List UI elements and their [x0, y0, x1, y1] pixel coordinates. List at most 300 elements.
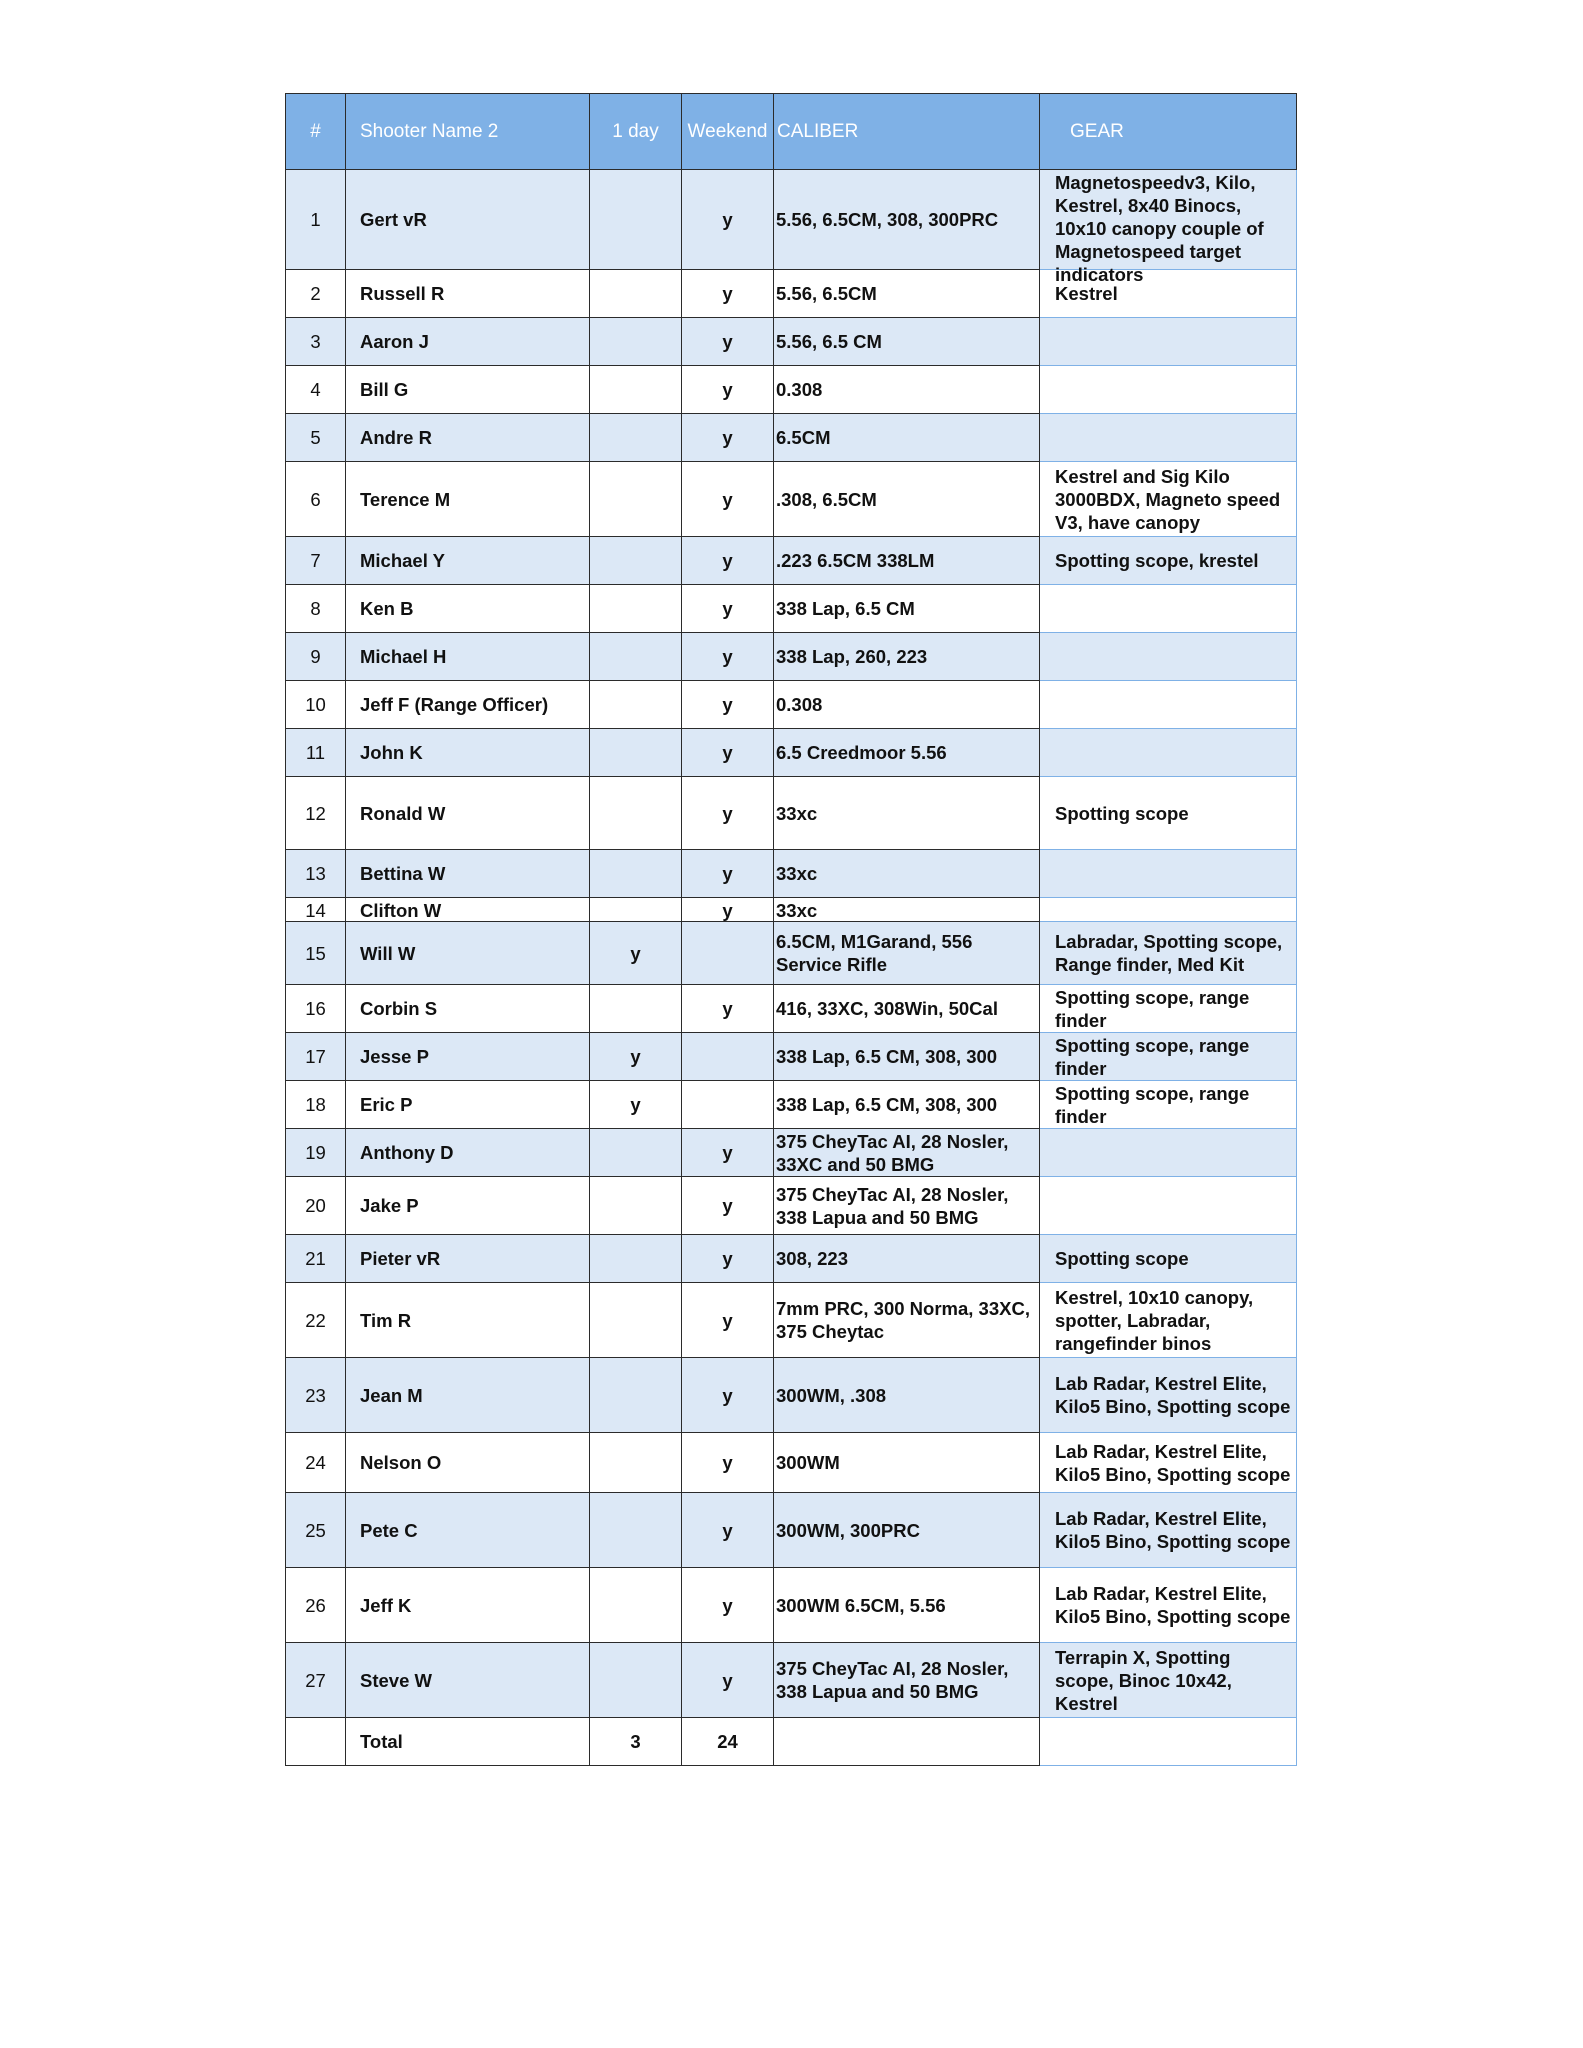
table-row [286, 585, 1297, 633]
cell-gear-text: Kestrel and Sig Kilo 3000BDX, Magneto speed V3, have canopy [1055, 465, 1281, 533]
cell-shooter-name [346, 1129, 590, 1177]
cell-caliber [774, 1433, 1040, 1493]
cell-caliber-text: 375 CheyTac AI, 28 Nosler, 338 Lapua and 50 BMG [776, 1658, 1009, 1702]
cell-number [286, 1433, 346, 1493]
cell-number-text: 13 [305, 863, 326, 884]
cell-weekend [682, 1643, 774, 1718]
cell-number [286, 850, 346, 898]
cell-number-text: 21 [305, 1248, 326, 1269]
cell-shooter-name-text: Jeff K [360, 1594, 412, 1616]
cell-caliber [774, 414, 1040, 462]
cell-number [286, 1493, 346, 1568]
cell-caliber [774, 318, 1040, 366]
cell-number-text: 6 [310, 488, 321, 510]
cell-shooter-name [346, 170, 590, 270]
cell-gear [1040, 729, 1297, 777]
cell-one-day [590, 777, 682, 850]
cell-weekend [682, 318, 774, 366]
cell-shooter-name-text: Eric P [360, 1094, 413, 1115]
cell-weekend [682, 1358, 774, 1433]
cell-shooter-name-text: Total [360, 1731, 403, 1752]
cell-caliber [774, 1177, 1040, 1235]
cell-shooter-name-text: Steve W [360, 1669, 432, 1691]
cell-shooter-name [346, 414, 590, 462]
cell-shooter-name-text: Tim R [360, 1309, 412, 1331]
header-caliber: CALIBER [774, 94, 1040, 170]
cell-caliber-text: 338 Lap, 6.5 CM [776, 598, 915, 619]
cell-weekend [682, 1433, 774, 1493]
cell-caliber-text: 5.56, 6.5 CM [776, 331, 882, 352]
cell-caliber-text: 7mm PRC, 300 Norma, 33XC, 375 Cheytac [776, 1298, 1030, 1342]
cell-number [286, 681, 346, 729]
cell-weekend [682, 898, 774, 922]
cell-caliber [774, 170, 1040, 270]
table-row [286, 318, 1297, 366]
cell-gear [1040, 1177, 1297, 1235]
cell-weekend [682, 270, 774, 318]
cell-gear-text: Lab Radar, Kestrel Elite, Kilo5 Bino, Spotting scope [1055, 1583, 1291, 1627]
cell-shooter-name-text: Ronald W [360, 802, 446, 824]
cell-number-text: 26 [305, 1594, 326, 1616]
header-number: # [286, 94, 346, 170]
cell-one-day [590, 1718, 682, 1766]
cell-one-day [590, 1033, 682, 1081]
cell-gear [1040, 537, 1297, 585]
cell-shooter-name-text: Clifton W [360, 899, 442, 921]
cell-caliber-text: 6.5CM, M1Garand, 556 Service Rifle [776, 931, 973, 975]
cell-gear [1040, 585, 1297, 633]
cell-shooter-name-text: Corbin S [360, 998, 438, 1019]
cell-gear [1040, 922, 1297, 985]
cell-number [286, 1081, 346, 1129]
cell-number-text: 4 [310, 379, 321, 400]
cell-shooter-name-text: Bettina W [360, 863, 446, 884]
cell-shooter-name-text: Michael Y [360, 550, 446, 571]
table-row [286, 537, 1297, 585]
cell-weekend-text: y [722, 1142, 733, 1163]
cell-one-day-text: y [630, 942, 641, 964]
cell-number-text: 17 [305, 1046, 326, 1067]
cell-number-text: 1 [310, 209, 321, 230]
cell-gear-text: Labradar, Spotting scope, Range finder, Med Kit [1055, 931, 1283, 975]
cell-caliber-text: 5.56, 6.5CM [776, 283, 877, 304]
cell-caliber [774, 777, 1040, 850]
cell-number-text: 27 [305, 1669, 326, 1691]
cell-gear [1040, 898, 1297, 922]
cell-number-text: 20 [305, 1195, 326, 1216]
cell-caliber [774, 985, 1040, 1033]
cell-one-day [590, 318, 682, 366]
cell-number-text: 8 [310, 598, 321, 619]
table-row [286, 898, 1297, 922]
cell-caliber [774, 537, 1040, 585]
table-row [286, 850, 1297, 898]
cell-one-day [590, 537, 682, 585]
cell-one-day [590, 1081, 682, 1129]
cell-weekend-text: y [722, 1248, 733, 1269]
cell-gear [1040, 170, 1297, 285]
table-row [286, 777, 1297, 850]
cell-one-day-text: 3 [630, 1731, 641, 1752]
cell-number-text: 23 [305, 1384, 326, 1406]
header-row [286, 94, 1297, 170]
cell-number [286, 1033, 346, 1081]
cell-caliber [774, 270, 1040, 318]
cell-weekend-text: y [722, 488, 733, 510]
cell-gear-text: Spotting scope, krestel [1055, 550, 1259, 571]
cell-shooter-name [346, 1358, 590, 1433]
cell-caliber-text: .308, 6.5CM [776, 488, 877, 510]
table-row [286, 985, 1297, 1033]
cell-shooter-name [346, 1081, 590, 1129]
cell-caliber [774, 633, 1040, 681]
cell-one-day [590, 270, 682, 318]
cell-weekend [682, 1283, 774, 1358]
cell-one-day-text: y [630, 1046, 641, 1067]
cell-number [286, 1235, 346, 1283]
cell-gear [1040, 1643, 1297, 1718]
cell-shooter-name [346, 777, 590, 850]
cell-caliber [774, 1235, 1040, 1283]
cell-caliber-text: 300WM 6.5CM, 5.56 [776, 1594, 946, 1616]
cell-caliber [774, 1643, 1040, 1718]
cell-shooter-name-text: Aaron J [360, 331, 429, 352]
cell-number [286, 1358, 346, 1433]
cell-shooter-name [346, 585, 590, 633]
cell-shooter-name [346, 985, 590, 1033]
cell-one-day [590, 1358, 682, 1433]
cell-number [286, 1129, 346, 1177]
cell-shooter-name-text: Jake P [360, 1195, 419, 1216]
cell-weekend [682, 462, 774, 537]
cell-shooter-name-text: Pieter vR [360, 1248, 441, 1269]
cell-number [286, 537, 346, 585]
cell-one-day [590, 1433, 682, 1493]
cell-weekend-text: y [722, 1519, 733, 1541]
total-row [286, 1718, 1297, 1766]
cell-gear [1040, 1235, 1297, 1283]
cell-shooter-name-text: Andre R [360, 427, 432, 448]
cell-gear [1040, 414, 1297, 462]
table-row [286, 462, 1297, 537]
table-row [286, 1235, 1297, 1283]
cell-caliber [774, 681, 1040, 729]
table-row [286, 729, 1297, 777]
cell-caliber-text: 0.308 [776, 694, 823, 715]
cell-shooter-name [346, 1283, 590, 1358]
cell-caliber-text: 33xc [776, 863, 818, 884]
cell-number [286, 270, 346, 318]
cell-number [286, 462, 346, 537]
cell-gear [1040, 462, 1297, 537]
table-row [286, 270, 1297, 318]
cell-number [286, 1718, 346, 1766]
cell-weekend-text: y [722, 863, 733, 884]
cell-caliber-text: 338 Lap, 260, 223 [776, 646, 928, 667]
cell-caliber [774, 366, 1040, 414]
cell-weekend-text: y [722, 802, 733, 824]
cell-weekend [682, 681, 774, 729]
cell-shooter-name-text: Russell R [360, 283, 445, 304]
cell-caliber-text: 33xc [776, 899, 818, 921]
cell-one-day [590, 1493, 682, 1568]
cell-shooter-name [346, 1493, 590, 1568]
cell-caliber-text: 33xc [776, 802, 818, 824]
cell-weekend-text: y [722, 1384, 733, 1406]
cell-shooter-name-text: Bill G [360, 379, 409, 400]
cell-one-day [590, 414, 682, 462]
cell-one-day [590, 1129, 682, 1177]
cell-weekend [682, 366, 774, 414]
cell-caliber [774, 898, 1040, 922]
cell-caliber-text: 338 Lap, 6.5 CM, 308, 300 [776, 1046, 998, 1067]
cell-gear [1040, 1081, 1297, 1129]
cell-gear [1040, 985, 1297, 1033]
cell-one-day [590, 898, 682, 922]
cell-gear [1040, 1129, 1297, 1177]
cell-gear [1040, 1718, 1297, 1766]
cell-gear [1040, 1568, 1297, 1643]
cell-caliber [774, 462, 1040, 537]
cell-weekend [682, 729, 774, 777]
cell-caliber [774, 1129, 1040, 1177]
cell-number [286, 1177, 346, 1235]
cell-weekend [682, 585, 774, 633]
table-row [286, 366, 1297, 414]
cell-caliber [774, 1033, 1040, 1081]
cell-caliber-text: 6.5CM [776, 427, 831, 448]
cell-number [286, 633, 346, 681]
table-row [286, 1568, 1297, 1643]
cell-number [286, 1643, 346, 1718]
cell-caliber [774, 922, 1040, 985]
cell-gear-text: Spotting scope, range finder [1055, 1034, 1250, 1079]
cell-caliber-text: .223 6.5CM 338LM [776, 550, 935, 571]
cell-number [286, 1283, 346, 1358]
cell-caliber [774, 585, 1040, 633]
cell-one-day [590, 1235, 682, 1283]
cell-caliber-text: 375 CheyTac AI, 28 Nosler, 338 Lapua and 50 BMG [776, 1183, 1009, 1228]
cell-gear-text: Lab Radar, Kestrel Elite, Kilo5 Bino, Spotting scope [1055, 1508, 1291, 1552]
cell-shooter-name-text: Michael H [360, 646, 447, 667]
cell-one-day [590, 462, 682, 537]
cell-number-text: 19 [305, 1142, 326, 1163]
cell-shooter-name-text: Gert vR [360, 209, 427, 230]
cell-gear-text: Spotting scope [1055, 802, 1189, 824]
cell-number-text: 10 [305, 694, 326, 715]
cell-weekend [682, 633, 774, 681]
table-row [286, 1358, 1297, 1433]
cell-weekend [682, 414, 774, 462]
table-row [286, 1081, 1297, 1129]
cell-shooter-name [346, 850, 590, 898]
cell-gear-text: Magnetospeedv3, Kilo, Kestrel, 8x40 Binocs, 10x10 canopy couple of Magnetospeed target indicators [1055, 171, 1264, 285]
cell-number-text: 5 [310, 427, 321, 448]
cell-weekend-text: y [722, 331, 733, 352]
cell-shooter-name-text: John K [360, 742, 423, 763]
cell-weekend [682, 1568, 774, 1643]
cell-gear [1040, 633, 1297, 681]
cell-shooter-name [346, 633, 590, 681]
roster-body [286, 170, 1297, 1766]
cell-weekend-text: 24 [717, 1731, 738, 1752]
cell-one-day [590, 1568, 682, 1643]
cell-caliber [774, 1081, 1040, 1129]
cell-caliber [774, 729, 1040, 777]
cell-weekend [682, 922, 774, 985]
cell-weekend-text: y [722, 646, 733, 667]
table-row [286, 633, 1297, 681]
cell-gear-text: Terrapin X, Spotting scope, Binoc 10x42, Kestrel [1055, 1646, 1232, 1714]
cell-caliber [774, 1358, 1040, 1433]
cell-one-day [590, 1643, 682, 1718]
cell-shooter-name [346, 922, 590, 985]
cell-weekend [682, 777, 774, 850]
cell-weekend [682, 1718, 774, 1766]
table-row [286, 170, 1297, 270]
cell-caliber [774, 1568, 1040, 1643]
cell-weekend-text: y [722, 427, 733, 448]
cell-weekend [682, 1235, 774, 1283]
cell-gear-text: Spotting scope [1055, 1248, 1189, 1269]
table-row [286, 1283, 1297, 1358]
cell-shooter-name [346, 366, 590, 414]
header-gear: GEAR [1040, 94, 1297, 170]
cell-gear [1040, 1493, 1297, 1568]
cell-number-text: 3 [310, 331, 321, 352]
shooter-roster-table [285, 93, 1297, 1766]
cell-gear [1040, 318, 1297, 366]
cell-weekend-text: y [722, 899, 733, 921]
cell-caliber-text: 338 Lap, 6.5 CM, 308, 300 [776, 1094, 998, 1115]
cell-weekend-text: y [722, 598, 733, 619]
cell-shooter-name [346, 318, 590, 366]
cell-weekend [682, 537, 774, 585]
cell-weekend-text: y [722, 379, 733, 400]
table-row [286, 1129, 1297, 1177]
cell-gear [1040, 1033, 1297, 1081]
table-row [286, 1643, 1297, 1718]
cell-gear-text: Spotting scope, range finder [1055, 986, 1250, 1031]
cell-number [286, 898, 346, 922]
cell-weekend [682, 170, 774, 270]
header-shooter-name: Shooter Name 2 [346, 94, 590, 170]
cell-number [286, 922, 346, 985]
cell-one-day [590, 985, 682, 1033]
table-row [286, 1433, 1297, 1493]
cell-number-text: 16 [305, 998, 326, 1019]
cell-shooter-name [346, 1568, 590, 1643]
cell-one-day [590, 633, 682, 681]
cell-shooter-name-text: Jesse P [360, 1046, 429, 1067]
header-one-day: 1 day [590, 94, 682, 170]
cell-gear-text: Spotting scope, range finder [1055, 1082, 1250, 1127]
cell-caliber-text: 300WM [776, 1452, 840, 1473]
cell-shooter-name [346, 1433, 590, 1493]
cell-weekend-text: y [722, 283, 733, 304]
cell-caliber-text: 5.56, 6.5CM, 308, 300PRC [776, 209, 999, 230]
cell-one-day [590, 922, 682, 985]
cell-number-text: 7 [310, 550, 321, 571]
cell-weekend [682, 1033, 774, 1081]
cell-gear [1040, 681, 1297, 729]
table-row [286, 414, 1297, 462]
cell-number [286, 170, 346, 270]
cell-number [286, 729, 346, 777]
cell-caliber [774, 1493, 1040, 1568]
cell-number [286, 366, 346, 414]
cell-shooter-name [346, 537, 590, 585]
cell-weekend-text: y [722, 1669, 733, 1691]
cell-caliber-text: 300WM, 300PRC [776, 1519, 920, 1541]
cell-shooter-name [346, 1177, 590, 1235]
cell-gear [1040, 850, 1297, 898]
table-row [286, 922, 1297, 985]
table-row [286, 1177, 1297, 1235]
cell-gear-text: Kestrel [1055, 283, 1118, 304]
table-row [286, 681, 1297, 729]
cell-shooter-name-text: Nelson O [360, 1452, 442, 1473]
cell-number-text: 18 [305, 1094, 326, 1115]
cell-number-text: 9 [310, 646, 321, 667]
cell-weekend [682, 1493, 774, 1568]
cell-one-day [590, 850, 682, 898]
cell-one-day [590, 729, 682, 777]
cell-weekend-text: y [722, 1594, 733, 1616]
cell-one-day [590, 585, 682, 633]
cell-number-text: 15 [305, 942, 326, 964]
cell-weekend [682, 1129, 774, 1177]
cell-shooter-name-text: Jean M [360, 1384, 423, 1406]
cell-one-day [590, 366, 682, 414]
cell-number-text: 14 [305, 899, 326, 921]
cell-shooter-name [346, 898, 590, 922]
cell-number [286, 318, 346, 366]
cell-caliber [774, 1718, 1040, 1766]
cell-one-day [590, 1283, 682, 1358]
cell-number-text: 2 [310, 283, 321, 304]
cell-one-day [590, 1177, 682, 1235]
cell-shooter-name [346, 729, 590, 777]
cell-number-text: 12 [305, 802, 326, 824]
cell-caliber-text: 416, 33XC, 308Win, 50Cal [776, 998, 998, 1019]
cell-caliber [774, 850, 1040, 898]
cell-gear [1040, 1433, 1297, 1493]
cell-shooter-name-text: Pete C [360, 1519, 418, 1541]
cell-shooter-name [346, 1235, 590, 1283]
cell-weekend-text: y [722, 694, 733, 715]
cell-gear [1040, 777, 1297, 850]
cell-gear-text: Lab Radar, Kestrel Elite, Kilo5 Bino, Spotting scope [1055, 1440, 1291, 1485]
cell-caliber-text: 308, 223 [776, 1248, 849, 1269]
cell-weekend-text: y [722, 998, 733, 1019]
cell-one-day-text: y [630, 1094, 641, 1115]
cell-shooter-name-text: Will W [360, 942, 416, 964]
cell-gear-text: Lab Radar, Kestrel Elite, Kilo5 Bino, Spotting scope [1055, 1373, 1291, 1417]
cell-number [286, 585, 346, 633]
cell-shooter-name [346, 681, 590, 729]
cell-caliber-text: 0.308 [776, 379, 823, 400]
cell-weekend-text: y [722, 1452, 733, 1473]
cell-weekend [682, 1177, 774, 1235]
cell-shooter-name-text: Anthony D [360, 1142, 454, 1163]
cell-weekend-text: y [722, 209, 733, 230]
cell-gear [1040, 1358, 1297, 1433]
table-row [286, 1033, 1297, 1081]
cell-weekend-text: y [722, 742, 733, 763]
cell-gear-text: Kestrel, 10x10 canopy, spotter, Labradar, rangefinder binos [1055, 1286, 1254, 1354]
cell-caliber [774, 1283, 1040, 1358]
